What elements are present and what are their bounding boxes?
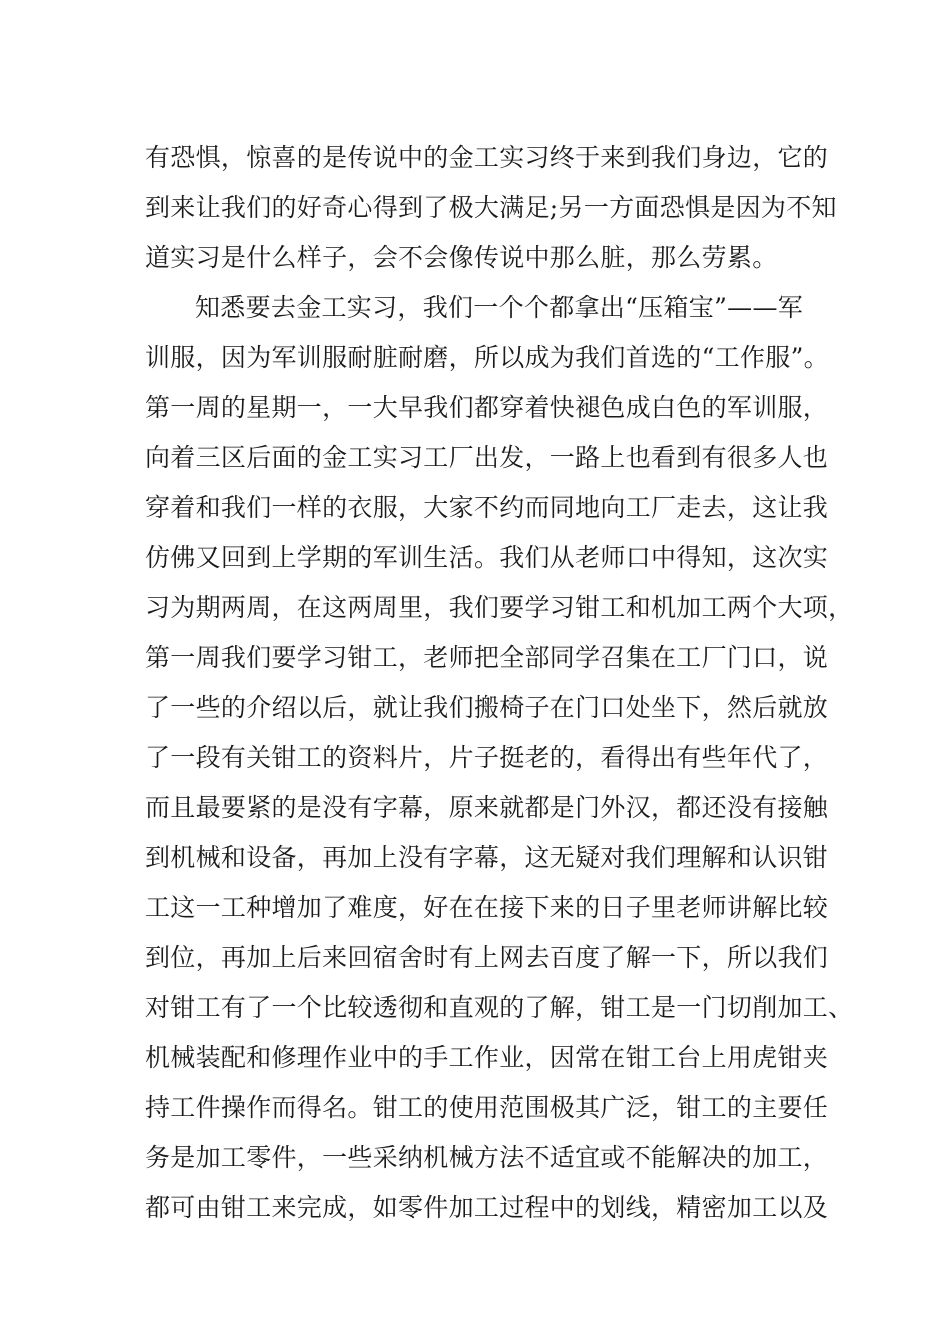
body-text — [145, 133, 854, 1233]
text-line: 务是加工零件，一些采纳机械方法不适宜或不能解决的加工， — [145, 1143, 829, 1172]
text-line: 对钳工有了一个比较透彻和直观的了解，钳工是一门切削加工、 — [145, 993, 854, 1022]
text-line: 第一周我们要学习钳工，老师把全部同学召集在工厂门口，说 — [145, 643, 829, 672]
text-line: 仿佛又回到上学期的军训生活。我们从老师口中得知，这次实 — [145, 543, 829, 572]
text-line-indented: 知悉要去金工实习，我们一个个都拿出“压箱宝”——军 — [195, 293, 804, 322]
text-line: 了一段有关钳工的资料片，片子挺老的，看得出有些年代了， — [145, 743, 829, 772]
text-line: 而且最要紧的是没有字幕，原来就都是门外汉，都还没有接触 — [145, 793, 829, 822]
text-line: 向着三区后面的金工实习工厂出发，一路上也看到有很多人也 — [145, 443, 829, 472]
text-line: 都可由钳工来完成，如零件加工过程中的划线，精密加工以及 — [145, 1193, 829, 1222]
text-line: 工这一工种增加了难度，好在在接下来的日子里老师讲解比较 — [145, 893, 829, 922]
text-line: 道实习是什么样子，会不会像传说中那么脏，那么劳累。 — [145, 243, 778, 272]
text-line: 到机械和设备，再加上没有字幕，这无疑对我们理解和认识钳 — [145, 843, 829, 872]
paragraph-2 — [145, 283, 854, 1233]
text-line: 了一些的介绍以后，就让我们搬椅子在门口处坐下，然后就放 — [145, 693, 829, 722]
text-line: 习为期两周，在这两周里，我们要学习钳工和机加工两个大项， — [145, 593, 854, 622]
paragraph-1 — [145, 133, 835, 283]
text-line: 持工件操作而得名。钳工的使用范围极其广泛，钳工的主要任 — [145, 1093, 829, 1122]
text-line: 有恐惧，惊喜的是传说中的金工实习终于来到我们身边，它的 — [145, 143, 829, 172]
text-line: 第一周的星期一，一大早我们都穿着快褪色成白色的军训服， — [145, 393, 829, 422]
text-line: 到位，再加上后来回宿舍时有上网去百度了解一下，所以我们 — [145, 943, 829, 972]
text-line: 穿着和我们一样的衣服，大家不约而同地向工厂走去，这让我 — [145, 493, 829, 522]
text-line: 到来让我们的好奇心得到了极大满足;另一方面恐惧是因为不知 — [145, 193, 837, 222]
text-line: 机械装配和修理作业中的手工作业，因常在钳工台上用虎钳夹 — [145, 1043, 829, 1072]
text-line: 训服，因为军训服耐脏耐磨，所以成为我们首选的“工作服”。 — [145, 343, 829, 372]
